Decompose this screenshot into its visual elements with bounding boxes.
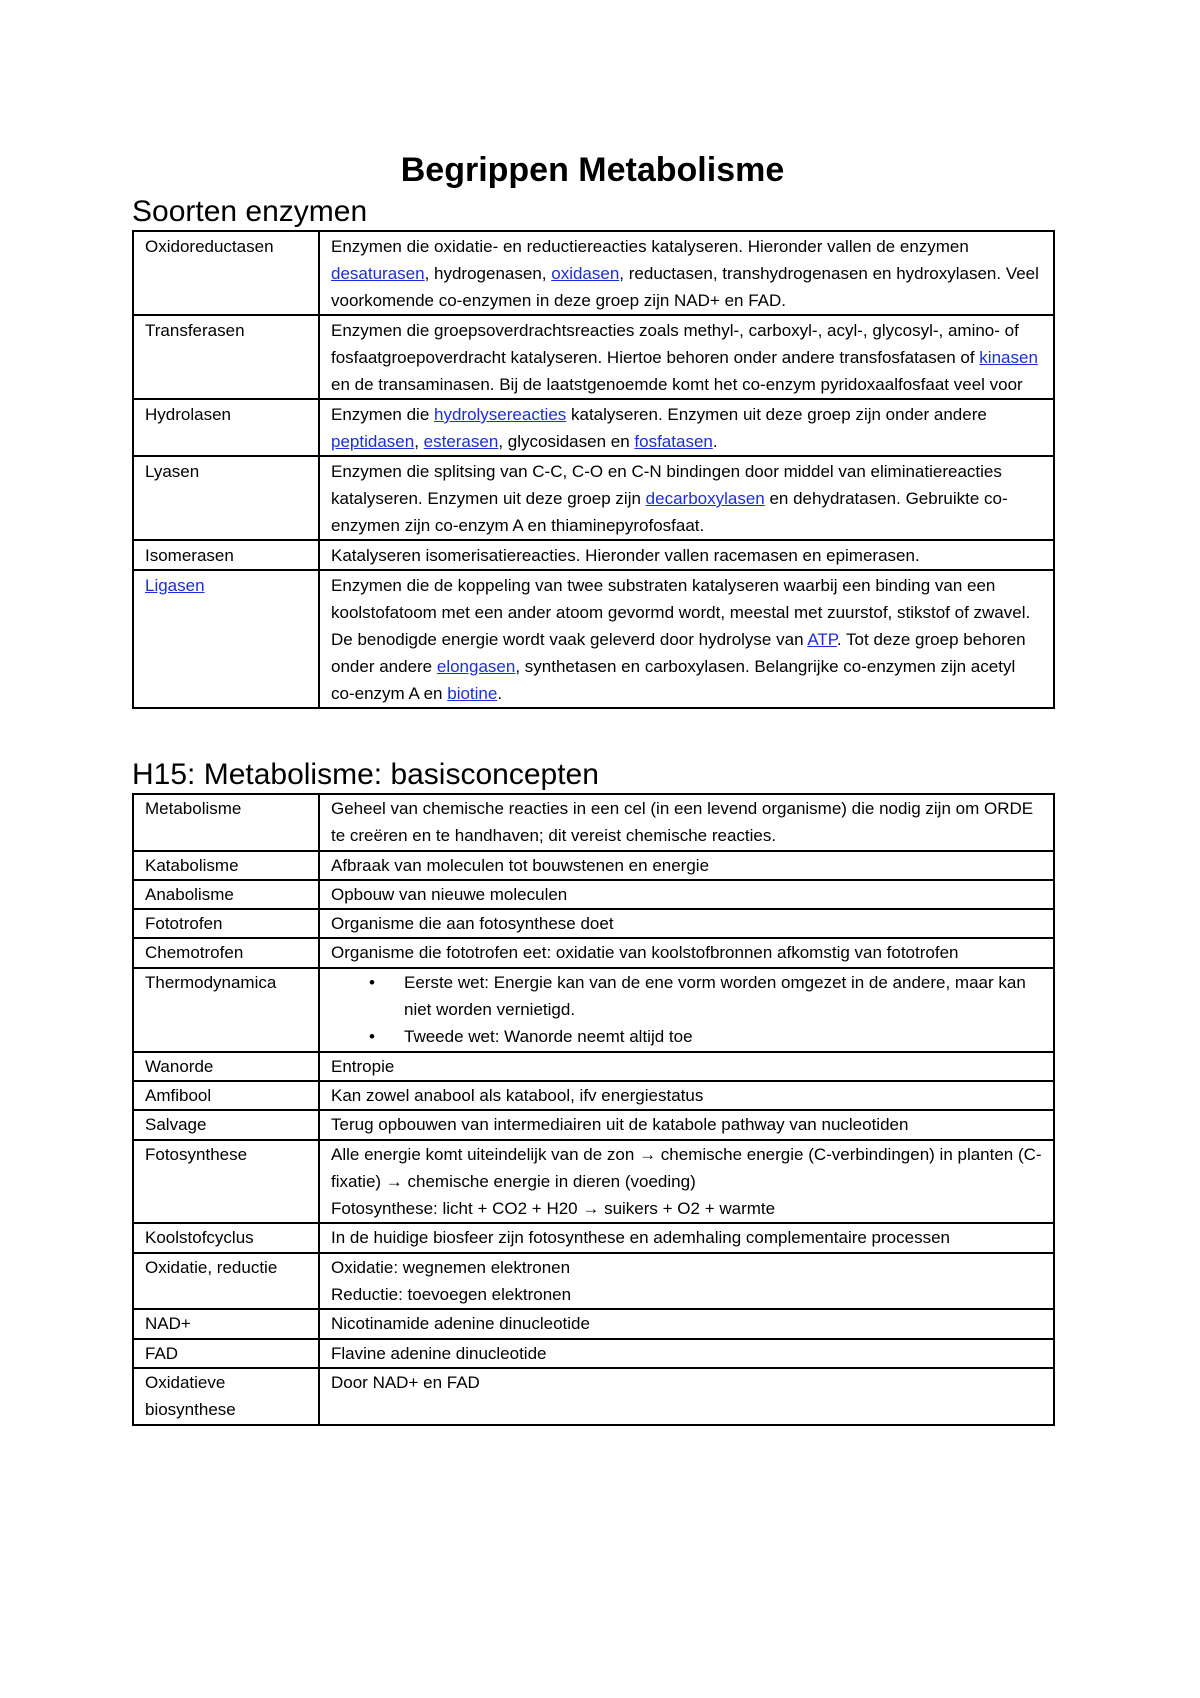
definition-text: Katalyseren isomerisatiereacties. Hieronder vallen racemasen en epimerasen. [331,546,920,565]
term-cell [133,968,319,1052]
document-page [132,150,1053,1426]
definition-text: . [497,684,503,703]
definition-cell [319,1140,1054,1224]
table-row [133,851,1054,880]
table-row [133,1140,1054,1224]
definition-text: , glycosidasen en [498,432,635,451]
definition-text: , synthetasen en carboxylasen. Belangrijke co-enzymen zijn acetyl co-enzym A en [331,657,1016,703]
term-label: Chemotrofen [145,943,244,963]
table-row [133,570,1054,708]
bullet-item: • Eerste wet: Energie kan van de ene vorm worden omgezet in de andere, maar kan niet worden vernietigd. [369,969,1043,1024]
definition-cell [319,880,1054,909]
definition-text: Enzymen die oxidatie- en reductiereacties katalyseren. Hieronder vallen de enzymen [331,237,969,256]
term-cell [133,570,319,708]
table-row [133,1339,1054,1368]
term-cell [133,1368,319,1425]
enzymes-table [132,230,1055,709]
definition-cell [319,540,1054,570]
definition-line: Fotosynthese: licht + CO2 + H20 → suikers + O2 + warmte [331,1199,776,1219]
definition-cell [319,315,1054,399]
term-label: Koolstofcyclus [145,1228,254,1248]
definition-line: Afbraak van moleculen tot bouwstenen en energie [331,855,710,875]
term-label: Oxidatie, reductie [145,1257,278,1277]
table-row [133,1368,1054,1425]
bullet-list [331,969,1043,1051]
table-row [133,1223,1054,1252]
term-cell [133,1110,319,1139]
definition-text: , reductasen, transhydrogenasen en hydroxylasen. Veel voorkomende co-enzymen in deze groep zijn NAD+ en FAD. [331,264,1039,310]
definition-text: Enzymen die splitsing van C-C, C-O en C-N bindingen door middel van eliminatiereacties katalyseren. Enzymen uit deze groep zijn [331,462,1002,508]
table-row [133,880,1054,909]
definition-line: Oxidatie: wegnemen elektronen [331,1257,571,1277]
link-oxidasen[interactable]: oxidasen [551,264,620,283]
definition-text: Enzymen die [331,405,434,424]
term-cell [133,1140,319,1224]
definition-cell [319,456,1054,540]
definition-cell [319,1110,1054,1139]
table-row [133,968,1054,1052]
term-cell [133,851,319,880]
table-row [133,909,1054,938]
definition-cell [319,1052,1054,1081]
table-row [133,938,1054,967]
table-row [133,1253,1054,1310]
definition-cell [319,794,1054,851]
definition-line: Opbouw van nieuwe moleculen [331,884,568,904]
link-peptidasen[interactable]: peptidasen [331,432,415,451]
definition-line: Kan zowel anabool als katabool, ifv energiestatus [331,1085,704,1105]
term-label: Metabolisme [145,799,242,818]
link-atp[interactable]: ATP [807,630,837,649]
link-elongasen[interactable]: elongasen [436,657,516,676]
term-cell [133,1253,319,1310]
term-cell [133,231,319,315]
definition-line: Organisme die fototrofen eet: oxidatie van koolstofbronnen afkomstig van fototrofen [331,943,959,963]
definition-cell [319,231,1054,315]
table-row [133,456,1054,540]
definition-text: . [712,432,718,451]
definition-line: Entropie [331,1056,395,1076]
definition-cell [319,851,1054,880]
term-cell [133,909,319,938]
section-heading-metabolism: H15: Metabolisme: basisconcepten [132,758,599,791]
table-row [133,1052,1054,1081]
table-row [133,1110,1054,1139]
definition-line: In de huidige biosfeer zijn fotosynthese en ademhaling complementaire processen [331,1228,950,1248]
definition-line: Geheel van chemische reacties in een cel (in een levend organisme) die nodig zijn om ORDE te creëren en te handhaven; dit vereist chemische reacties. [331,799,1034,846]
table-row [133,794,1054,851]
definition-cell [319,1368,1054,1425]
term-link-ligasen[interactable]: Ligasen [145,576,205,595]
term-label: Oxidoreductasen [145,237,274,256]
link-kinasen[interactable]: kinasen [979,348,1038,367]
term-cell [133,1223,319,1252]
term-cell [133,315,319,399]
definition-text: Enzymen die de koppeling van twee substraten katalyseren waarbij een binding van een koolstofatoom met een ander atoom gevormd wordt, meestal met zuurstof, stikstof of zwavel. De benodigde energie wordt vaak geleverd door hydrolyse van [331,576,1031,649]
link-hydrolysereacties[interactable]: hydrolysereacties [434,405,567,424]
term-cell [133,1339,319,1368]
link-desaturasen[interactable]: desaturasen [331,264,425,283]
document-title: Begrippen Metabolisme [400,151,785,189]
term-label: Lyasen [145,462,200,481]
definition-cell [319,1309,1054,1338]
definition-line: Door NAD+ en FAD [331,1372,480,1392]
definition-cell [319,570,1054,708]
definition-text: en dehydratasen. Gebruikte co-enzymen zijn co-enzym A en thiaminepyrofosfaat. [331,489,1008,535]
term-cell [133,456,319,540]
table-row [133,315,1054,399]
definition-line: Alle energie komt uiteindelijk van de zon → chemische energie (C-verbindingen) in planten (C-fixatie) → chemische energie in dieren (voeding) [331,1144,1042,1191]
definition-line: Nicotinamide adenine dinucleotide [331,1314,590,1334]
term-label: Transferasen [145,321,245,340]
term-label: Oxidatieve biosynthese [145,1372,236,1420]
term-label: Amfibool [145,1085,212,1105]
definition-text: , [414,432,424,451]
definition-text: , hydrogenasen, [424,264,552,283]
definition-line: Terug opbouwen van intermediairen uit de katabole pathway van nucleotiden [331,1115,909,1135]
definition-text: katalyseren. Enzymen uit deze groep zijn onder andere [566,405,987,424]
term-cell [133,540,319,570]
term-label: Anabolisme [145,884,234,904]
definition-cell [319,938,1054,967]
definition-cell [319,909,1054,938]
definition-cell [319,1339,1054,1368]
definition-cell [319,1081,1054,1110]
section-heading-enzymes: Soorten enzymen [132,195,368,228]
term-cell [133,880,319,909]
definition-line: Organisme die aan fotosynthese doet [331,914,614,934]
definition-cell [319,399,1054,456]
term-cell [133,399,319,456]
table-row [133,1309,1054,1338]
definition-text: . Tot deze groep behoren onder andere [331,630,1026,676]
table-row [133,540,1054,570]
link-fosfatasen[interactable]: fosfatasen [634,432,713,451]
term-cell [133,1309,319,1338]
term-label: Wanorde [145,1056,214,1076]
term-label: Thermodynamica [145,972,277,992]
definition-cell [319,1253,1054,1310]
definition-cell [319,968,1054,1052]
table-row [133,231,1054,315]
term-label: Fototrofen [145,914,223,934]
link-esterasen[interactable]: esterasen [423,432,499,451]
term-label: Hydrolasen [145,405,231,424]
term-cell [133,938,319,967]
term-label: Isomerasen [145,546,234,565]
term-label: FAD [145,1343,179,1363]
definition-cell [319,1223,1054,1252]
metabolism-table [132,793,1055,1426]
term-cell [133,794,319,851]
term-label: Fotosynthese [145,1144,248,1164]
definition-text: en de transaminasen. Bij de laatstgenoemde komt het co-enzym pyridoxaalfosfaat veel voor [331,375,1023,394]
bullet-item: • Tweede wet: Wanorde neemt altijd toe [369,1023,1043,1050]
term-label: Salvage [145,1115,207,1135]
link-biotine[interactable]: biotine [447,684,498,703]
table-row [133,1081,1054,1110]
definition-line: Flavine adenine dinucleotide [331,1343,547,1363]
definition-text: Enzymen die groepsoverdrachtsreacties zoals methyl-, carboxyl-, acyl-, glycosyl-, amino- of fosfaatgroepoverdracht katalyseren. Hiertoe behoren onder andere transfosfatasen of [331,321,1019,367]
definition-line: Reductie: toevoegen elektronen [331,1285,572,1305]
term-label: NAD+ [145,1314,191,1334]
term-cell [133,1081,319,1110]
table-row [133,399,1054,456]
term-label: Katabolisme [145,855,239,875]
link-decarboxylasen[interactable]: decarboxylasen [645,489,765,508]
term-cell [133,1052,319,1081]
